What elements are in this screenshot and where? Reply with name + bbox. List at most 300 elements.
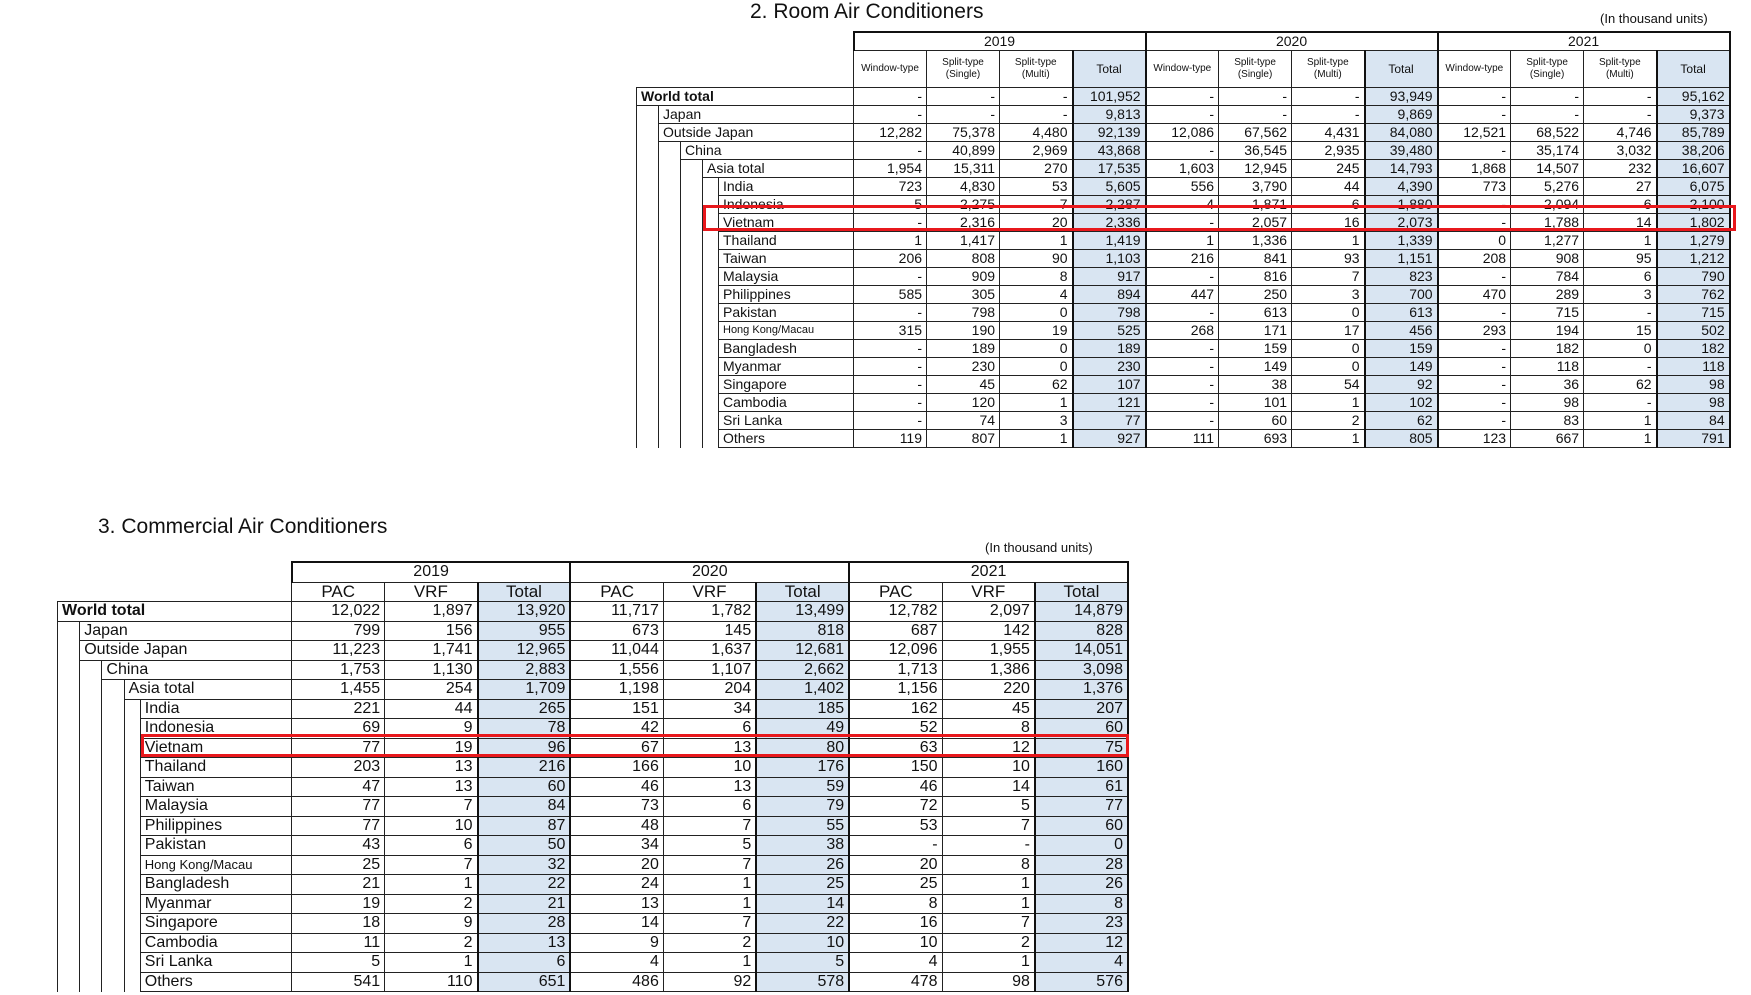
commercial-indent-cell [124,719,140,739]
room-value-cell: 17,535 [1073,160,1146,178]
room-row-label: Japan [659,106,854,124]
commercial-indent-cell [80,719,102,739]
commercial-ac-unit-note: (In thousand units) [985,540,1093,555]
commercial-value-cell: 16 [849,914,942,934]
commercial-indent-cell [124,972,140,992]
commercial-value-cell: 13,499 [756,602,849,622]
room-indent-cell [681,250,703,268]
commercial-indent-cell [102,855,124,875]
commercial-indent-cell [102,836,124,856]
room-table-row [637,322,1730,340]
commercial-indent-cell [124,914,140,934]
room-table-row [637,430,1730,448]
room-value-cell: - [1146,268,1219,286]
commercial-column-header: Total [756,582,849,602]
room-indent-cell [659,196,681,214]
commercial-value-cell: 9 [570,933,663,953]
commercial-value-cell: 687 [849,621,942,641]
commercial-table-row [58,699,1129,719]
room-indent-cell [659,232,681,250]
commercial-value-cell: 9 [385,719,478,739]
room-value-cell: 45 [927,376,1000,394]
room-indent-cell [659,268,681,286]
commercial-value-cell: 42 [570,719,663,739]
commercial-value-cell: 1 [942,875,1035,895]
room-value-cell: - [854,394,927,412]
commercial-row-label: Thailand [140,758,291,778]
commercial-value-cell: 1,709 [478,680,571,700]
commercial-value-cell: 1,637 [663,641,756,661]
commercial-indent-cell [58,972,80,992]
commercial-value-cell: 20 [849,855,942,875]
room-value-cell: 43,868 [1073,142,1146,160]
room-value-cell: 1,212 [1657,250,1730,268]
room-value-cell: 1 [1000,394,1073,412]
room-value-cell: 15 [1584,322,1657,340]
commercial-indent-cell [102,972,124,992]
room-row-label: Pakistan [719,304,854,322]
room-value-cell: 20 [1000,214,1073,232]
commercial-value-cell: 32 [478,855,571,875]
room-value-cell: - [1438,268,1511,286]
commercial-value-cell: 7 [385,855,478,875]
commercial-indent-cell [124,699,140,719]
commercial-value-cell: 1,130 [385,660,478,680]
room-indent-cell [659,358,681,376]
room-value-cell: - [1584,304,1657,322]
room-value-cell: 0 [1000,304,1073,322]
commercial-value-cell: 10 [385,816,478,836]
commercial-value-cell: 14 [942,777,1035,797]
room-indent-cell [637,268,659,286]
room-column-header: Total [1073,51,1146,88]
room-year-header: 2020 [1146,32,1438,51]
room-column-header: Split-type (Multi) [1584,51,1657,88]
commercial-value-cell: 63 [849,738,942,758]
room-value-cell: 894 [1073,286,1146,304]
commercial-value-cell: 1,556 [570,660,663,680]
room-value-cell: 908 [1511,250,1584,268]
commercial-indent-cell [58,855,80,875]
room-indent-cell [637,124,659,142]
room-value-cell: 16 [1292,214,1365,232]
commercial-value-cell: 14,051 [1035,641,1128,661]
commercial-year-header: 2019 [292,562,571,582]
room-table-row [637,268,1730,286]
commercial-value-cell: 24 [570,875,663,895]
room-value-cell: 4 [1146,196,1219,214]
room-value-cell: 798 [1073,304,1146,322]
commercial-table-row [58,933,1129,953]
room-value-cell: 6 [1584,268,1657,286]
commercial-value-cell: 578 [756,972,849,992]
commercial-value-cell: 49 [756,719,849,739]
room-value-cell: - [1511,88,1584,106]
room-indent-cell [681,376,703,394]
commercial-value-cell: 1,198 [570,680,663,700]
room-indent-cell [637,250,659,268]
commercial-value-cell: 13 [570,894,663,914]
room-value-cell: 470 [1438,286,1511,304]
room-value-cell: 12,086 [1146,124,1219,142]
commercial-value-cell: 6 [663,797,756,817]
commercial-value-cell: 1 [385,953,478,973]
commercial-indent-cell [80,894,102,914]
room-value-cell: 171 [1219,322,1292,340]
commercial-value-cell: 12 [1035,933,1128,953]
room-value-cell: 5,605 [1073,178,1146,196]
commercial-value-cell: 0 [1035,836,1128,856]
commercial-row-label: India [140,699,291,719]
room-value-cell: 0 [1292,304,1365,322]
room-value-cell: 447 [1146,286,1219,304]
room-value-cell: 1 [1584,232,1657,250]
commercial-indent-cell [102,777,124,797]
room-indent-cell [637,142,659,160]
room-value-cell: 268 [1146,322,1219,340]
room-indent-cell [681,322,703,340]
room-value-cell: 1,417 [927,232,1000,250]
commercial-indent-cell [124,777,140,797]
commercial-value-cell: 25 [756,875,849,895]
commercial-indent-cell [58,621,80,641]
commercial-year-header: 2021 [849,562,1128,582]
room-column-header: Window-type [854,51,927,88]
room-value-cell: 4,480 [1000,124,1073,142]
commercial-value-cell: 1,386 [942,660,1035,680]
room-value-cell: 67,562 [1219,124,1292,142]
room-value-cell: - [854,142,927,160]
room-value-cell: 1 [1584,430,1657,448]
room-value-cell: 60 [1219,412,1292,430]
commercial-value-cell: 77 [292,797,385,817]
commercial-table-row [58,836,1129,856]
room-indent-cell [637,340,659,358]
room-indent-cell [637,358,659,376]
room-value-cell: 159 [1365,340,1438,358]
commercial-indent-cell [102,699,124,719]
commercial-value-cell: 25 [849,875,942,895]
commercial-indent-cell [58,660,80,680]
room-value-cell: 3,032 [1584,142,1657,160]
room-indent-cell [659,394,681,412]
room-value-cell: 14,793 [1365,160,1438,178]
room-row-label: Malaysia [719,268,854,286]
room-value-cell: 1,871 [1219,196,1292,214]
room-value-cell: 68,522 [1511,124,1584,142]
room-table-row [637,214,1730,232]
commercial-table-row [58,719,1129,739]
commercial-value-cell: 478 [849,972,942,992]
commercial-indent-cell [58,777,80,797]
room-value-cell: 54 [1292,376,1365,394]
commercial-value-cell: 21 [478,894,571,914]
room-table-row [637,412,1730,430]
commercial-indent-cell [102,816,124,836]
commercial-value-cell: 13 [478,933,571,953]
room-indent-cell [637,160,659,178]
room-value-cell: - [1438,196,1511,214]
commercial-value-cell: 52 [849,719,942,739]
commercial-value-cell: 77 [1035,797,1128,817]
room-value-cell: 1 [1146,232,1219,250]
room-value-cell: 1,103 [1073,250,1146,268]
commercial-indent-cell [102,680,124,700]
room-value-cell: 190 [927,322,1000,340]
room-indent-cell [659,430,681,448]
room-indent-cell [659,286,681,304]
commercial-table-row [58,875,1129,895]
commercial-value-cell: 60 [1035,719,1128,739]
commercial-row-label: Hong Kong/Macau [140,855,291,875]
room-value-cell: - [854,268,927,286]
commercial-value-cell: 2,883 [478,660,571,680]
room-value-cell: 4,746 [1584,124,1657,142]
commercial-value-cell: 5 [292,953,385,973]
room-value-cell: 12,282 [854,124,927,142]
commercial-value-cell: 23 [1035,914,1128,934]
commercial-value-cell: 7 [942,914,1035,934]
room-indent-cell [703,250,719,268]
commercial-value-cell: 3,098 [1035,660,1128,680]
room-value-cell: 14 [1584,214,1657,232]
commercial-ac-title: 3. Commercial Air Conditioners [98,515,388,538]
commercial-value-cell: 44 [385,699,478,719]
commercial-value-cell: 80 [756,738,849,758]
commercial-value-cell: 59 [756,777,849,797]
room-value-cell: 1,151 [1365,250,1438,268]
room-value-cell: - [854,88,927,106]
commercial-column-header: VRF [663,582,756,602]
commercial-indent-cell [80,816,102,836]
room-column-header: Split-type (Single) [1511,51,1584,88]
room-table-row [637,88,1730,106]
commercial-row-label: Asia total [124,680,292,700]
commercial-indent-cell [80,797,102,817]
room-row-label: India [719,178,854,196]
room-value-cell: 232 [1584,160,1657,178]
commercial-table-row [58,855,1129,875]
commercial-value-cell: 2,662 [756,660,849,680]
room-value-cell: 245 [1292,160,1365,178]
room-value-cell: - [1511,106,1584,124]
commercial-value-cell: 151 [570,699,663,719]
room-value-cell: - [1219,106,1292,124]
room-value-cell: 715 [1657,304,1730,322]
room-value-cell: 7 [1292,268,1365,286]
commercial-indent-cell [124,953,140,973]
room-value-cell: 4,390 [1365,178,1438,196]
commercial-indent-cell [80,738,102,758]
room-indent-cell [681,340,703,358]
commercial-indent-cell [124,797,140,817]
commercial-value-cell: 47 [292,777,385,797]
room-value-cell: 1 [1000,232,1073,250]
commercial-indent-cell [80,953,102,973]
commercial-value-cell: 1,107 [663,660,756,680]
room-indent-cell [681,268,703,286]
commercial-value-cell: 22 [478,875,571,895]
room-indent-cell [659,322,681,340]
room-value-cell: - [1438,304,1511,322]
commercial-row-label: Philippines [140,816,291,836]
room-ac-title: 2. Room Air Conditioners [750,0,984,23]
commercial-value-cell: 14 [570,914,663,934]
room-value-cell: 8 [1000,268,1073,286]
room-value-cell: 15,311 [927,160,1000,178]
commercial-column-header: VRF [942,582,1035,602]
room-indent-cell [703,178,719,196]
room-column-header: Window-type [1438,51,1511,88]
commercial-value-cell: 651 [478,972,571,992]
room-ac-table [636,31,1731,448]
room-value-cell: 216 [1146,250,1219,268]
commercial-indent-cell [80,660,102,680]
commercial-indent-cell [124,894,140,914]
commercial-value-cell: 5 [942,797,1035,817]
commercial-value-cell: 79 [756,797,849,817]
room-value-cell: 2,336 [1073,214,1146,232]
commercial-value-cell: 265 [478,699,571,719]
commercial-value-cell: 34 [663,699,756,719]
commercial-indent-cell [58,914,80,934]
room-row-label: World total [637,88,854,106]
room-value-cell: - [1438,394,1511,412]
room-value-cell: 62 [1000,376,1073,394]
commercial-row-label: Indonesia [140,719,291,739]
room-row-label: Philippines [719,286,854,304]
commercial-indent-cell [80,777,102,797]
commercial-indent-cell [58,816,80,836]
commercial-row-label: China [102,660,292,680]
commercial-indent-cell [58,933,80,953]
room-indent-cell [703,214,719,232]
room-value-cell: - [1584,358,1657,376]
room-table-row [637,358,1730,376]
commercial-value-cell: 166 [570,758,663,778]
room-table-row [637,142,1730,160]
room-indent-cell [637,412,659,430]
room-value-cell: 1,868 [1438,160,1511,178]
room-row-label: Sri Lanka [719,412,854,430]
room-indent-cell [703,304,719,322]
room-value-cell: - [1146,358,1219,376]
commercial-indent-cell [102,894,124,914]
room-value-cell: 39,480 [1365,142,1438,160]
room-value-cell: 917 [1073,268,1146,286]
room-value-cell: 315 [854,322,927,340]
commercial-value-cell: 955 [478,621,571,641]
commercial-value-cell: 254 [385,680,478,700]
room-indent-cell [703,394,719,412]
room-value-cell: 38 [1219,376,1292,394]
commercial-indent-cell [124,816,140,836]
room-value-cell: 2,287 [1073,196,1146,214]
commercial-indent-cell [58,894,80,914]
commercial-value-cell: 19 [385,738,478,758]
room-indent-cell [637,430,659,448]
room-value-cell: 36,545 [1219,142,1292,160]
commercial-value-cell: 5 [756,953,849,973]
commercial-value-cell: 221 [292,699,385,719]
room-indent-cell [637,106,659,124]
room-value-cell: 194 [1511,322,1584,340]
room-indent-cell [703,268,719,286]
room-indent-cell [637,376,659,394]
room-value-cell: - [854,304,927,322]
room-value-cell: 17 [1292,322,1365,340]
commercial-value-cell: 14 [756,894,849,914]
room-value-cell: 16,607 [1657,160,1730,178]
commercial-value-cell: 4 [849,953,942,973]
room-value-cell: 92,139 [1073,124,1146,142]
room-value-cell: 841 [1219,250,1292,268]
room-value-cell: - [1438,214,1511,232]
room-ac-unit-note: (In thousand units) [1600,11,1708,26]
commercial-indent-cell [58,719,80,739]
room-value-cell: 556 [1146,178,1219,196]
room-value-cell: 9,373 [1657,106,1730,124]
commercial-value-cell: 12,782 [849,602,942,622]
room-value-cell: 3 [1292,286,1365,304]
commercial-value-cell: 38 [756,836,849,856]
commercial-value-cell: 78 [478,719,571,739]
room-table-row [637,106,1730,124]
room-value-cell: 182 [1657,340,1730,358]
commercial-value-cell: 8 [942,719,1035,739]
commercial-table-row [58,602,1129,622]
room-value-cell: - [927,88,1000,106]
commercial-value-cell: 176 [756,758,849,778]
commercial-indent-cell [58,797,80,817]
room-value-cell: 111 [1146,430,1219,448]
commercial-value-cell: 203 [292,758,385,778]
room-value-cell: 35,174 [1511,142,1584,160]
room-value-cell: - [1146,142,1219,160]
commercial-value-cell: 486 [570,972,663,992]
room-value-cell: 1,339 [1365,232,1438,250]
room-value-cell: 27 [1584,178,1657,196]
commercial-column-header: PAC [292,582,385,602]
commercial-table-row [58,621,1129,641]
room-value-cell: 6 [1292,196,1365,214]
commercial-value-cell: 673 [570,621,663,641]
commercial-value-cell: 7 [663,855,756,875]
room-value-cell: 798 [927,304,1000,322]
commercial-value-cell: 11 [292,933,385,953]
commercial-value-cell: 110 [385,972,478,992]
commercial-value-cell: 2,097 [942,602,1035,622]
room-table-row [637,232,1730,250]
commercial-value-cell: 1,782 [663,602,756,622]
room-row-label: Bangladesh [719,340,854,358]
room-value-cell: - [1292,106,1365,124]
room-indent-cell [659,412,681,430]
commercial-indent-cell [58,738,80,758]
room-value-cell: 805 [1365,430,1438,448]
commercial-row-label: Others [140,972,291,992]
room-value-cell: 107 [1073,376,1146,394]
room-value-cell: 118 [1657,358,1730,376]
room-value-cell: - [1438,358,1511,376]
commercial-value-cell: 45 [942,699,1035,719]
commercial-row-label: Pakistan [140,836,291,856]
room-value-cell: 613 [1365,304,1438,322]
commercial-value-cell: 28 [478,914,571,934]
room-value-cell: 0 [1000,340,1073,358]
commercial-value-cell: 13 [663,777,756,797]
commercial-value-cell: 185 [756,699,849,719]
